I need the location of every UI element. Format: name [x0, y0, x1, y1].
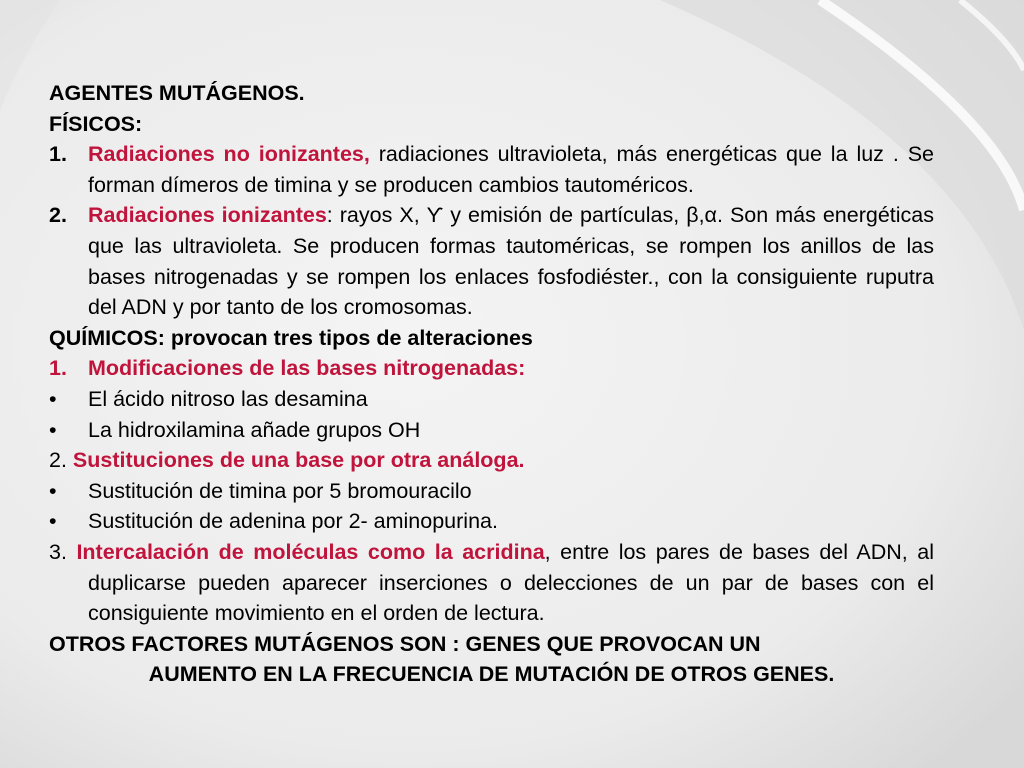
bullet-text: Sustitución de timina por 5 bromouracilo	[88, 478, 472, 503]
item-label: Radiaciones no ionizantes,	[88, 142, 370, 167]
item-body: : rayos X, Ƴ y emisión de partículas, β,α. Son más energéticas que las ultravioleta. Se producen formas tautoméricas, se rompen los anillos de las bases nitrogenadas y se rompen los enlaces fosfodiéster., con la consiguiente ruputra del ADN y por tanto de los cromosomas.	[88, 203, 934, 320]
item-label: Sustituciones de una base por otra análoga.	[72, 448, 525, 473]
bullet-item	[49, 476, 934, 507]
bullet-text: Sustitución de adenina por 2- aminopurina.	[88, 509, 498, 534]
bullet-text: La hidroxilamina añade grupos OH	[88, 417, 421, 442]
bullet-item	[49, 384, 934, 415]
fisicos-heading: FÍSICOS:	[49, 111, 143, 136]
item-body: radiaciones ultravioleta, más energéticas que la luz . Se forman dímeros de timina y se producen cambios tautoméricos.	[88, 142, 934, 197]
list-marker: 3.	[49, 539, 77, 564]
fisicos-item-1	[49, 139, 934, 200]
closing-line-1: OTROS FACTORES MUTÁGENOS SON : GENES QUE PROVOCAN UN	[49, 631, 761, 656]
bullet-icon: •	[49, 478, 57, 503]
bullet-text: El ácido nitroso las desamina	[88, 386, 368, 411]
bullet-item	[49, 506, 934, 537]
closing-line-2: AUMENTO EN LA FRECUENCIA DE MUTACIÓN DE OTROS GENES.	[148, 662, 835, 687]
bullet-icon: •	[49, 509, 57, 534]
item-label: Modificaciones de las bases nitrogenadas:	[88, 356, 526, 381]
list-marker: 2.	[49, 448, 73, 473]
bullet-icon: •	[49, 386, 57, 411]
list-marker: 1.	[49, 356, 67, 381]
fisicos-item-2	[49, 200, 934, 322]
item-body: , entre los pares de bases del ADN, al duplicarse pueden aparecer inserciones o delecciones de un par de bases con el consiguiente movimiento en el orden de lectura.	[88, 539, 934, 626]
list-marker: 2.	[49, 203, 67, 228]
list-item-text	[88, 139, 934, 200]
item-label: Intercalación de moléculas como la acridina	[76, 539, 545, 564]
item-label: Radiaciones ionizantes	[88, 203, 327, 228]
quimicos-item-1	[49, 353, 934, 384]
list-marker: 1.	[49, 142, 67, 167]
slide-content	[49, 78, 934, 690]
bullet-item	[49, 415, 934, 446]
closing-statement	[49, 629, 934, 690]
quimicos-item-3	[49, 537, 934, 629]
quimicos-item-2	[49, 445, 934, 476]
quimicos-heading: QUÍMICOS: provocan tres tipos de alteraciones	[49, 325, 533, 350]
slide-title: AGENTES MUTÁGENOS.	[49, 81, 305, 105]
list-item-text	[88, 200, 934, 322]
bullet-icon: •	[49, 417, 57, 442]
